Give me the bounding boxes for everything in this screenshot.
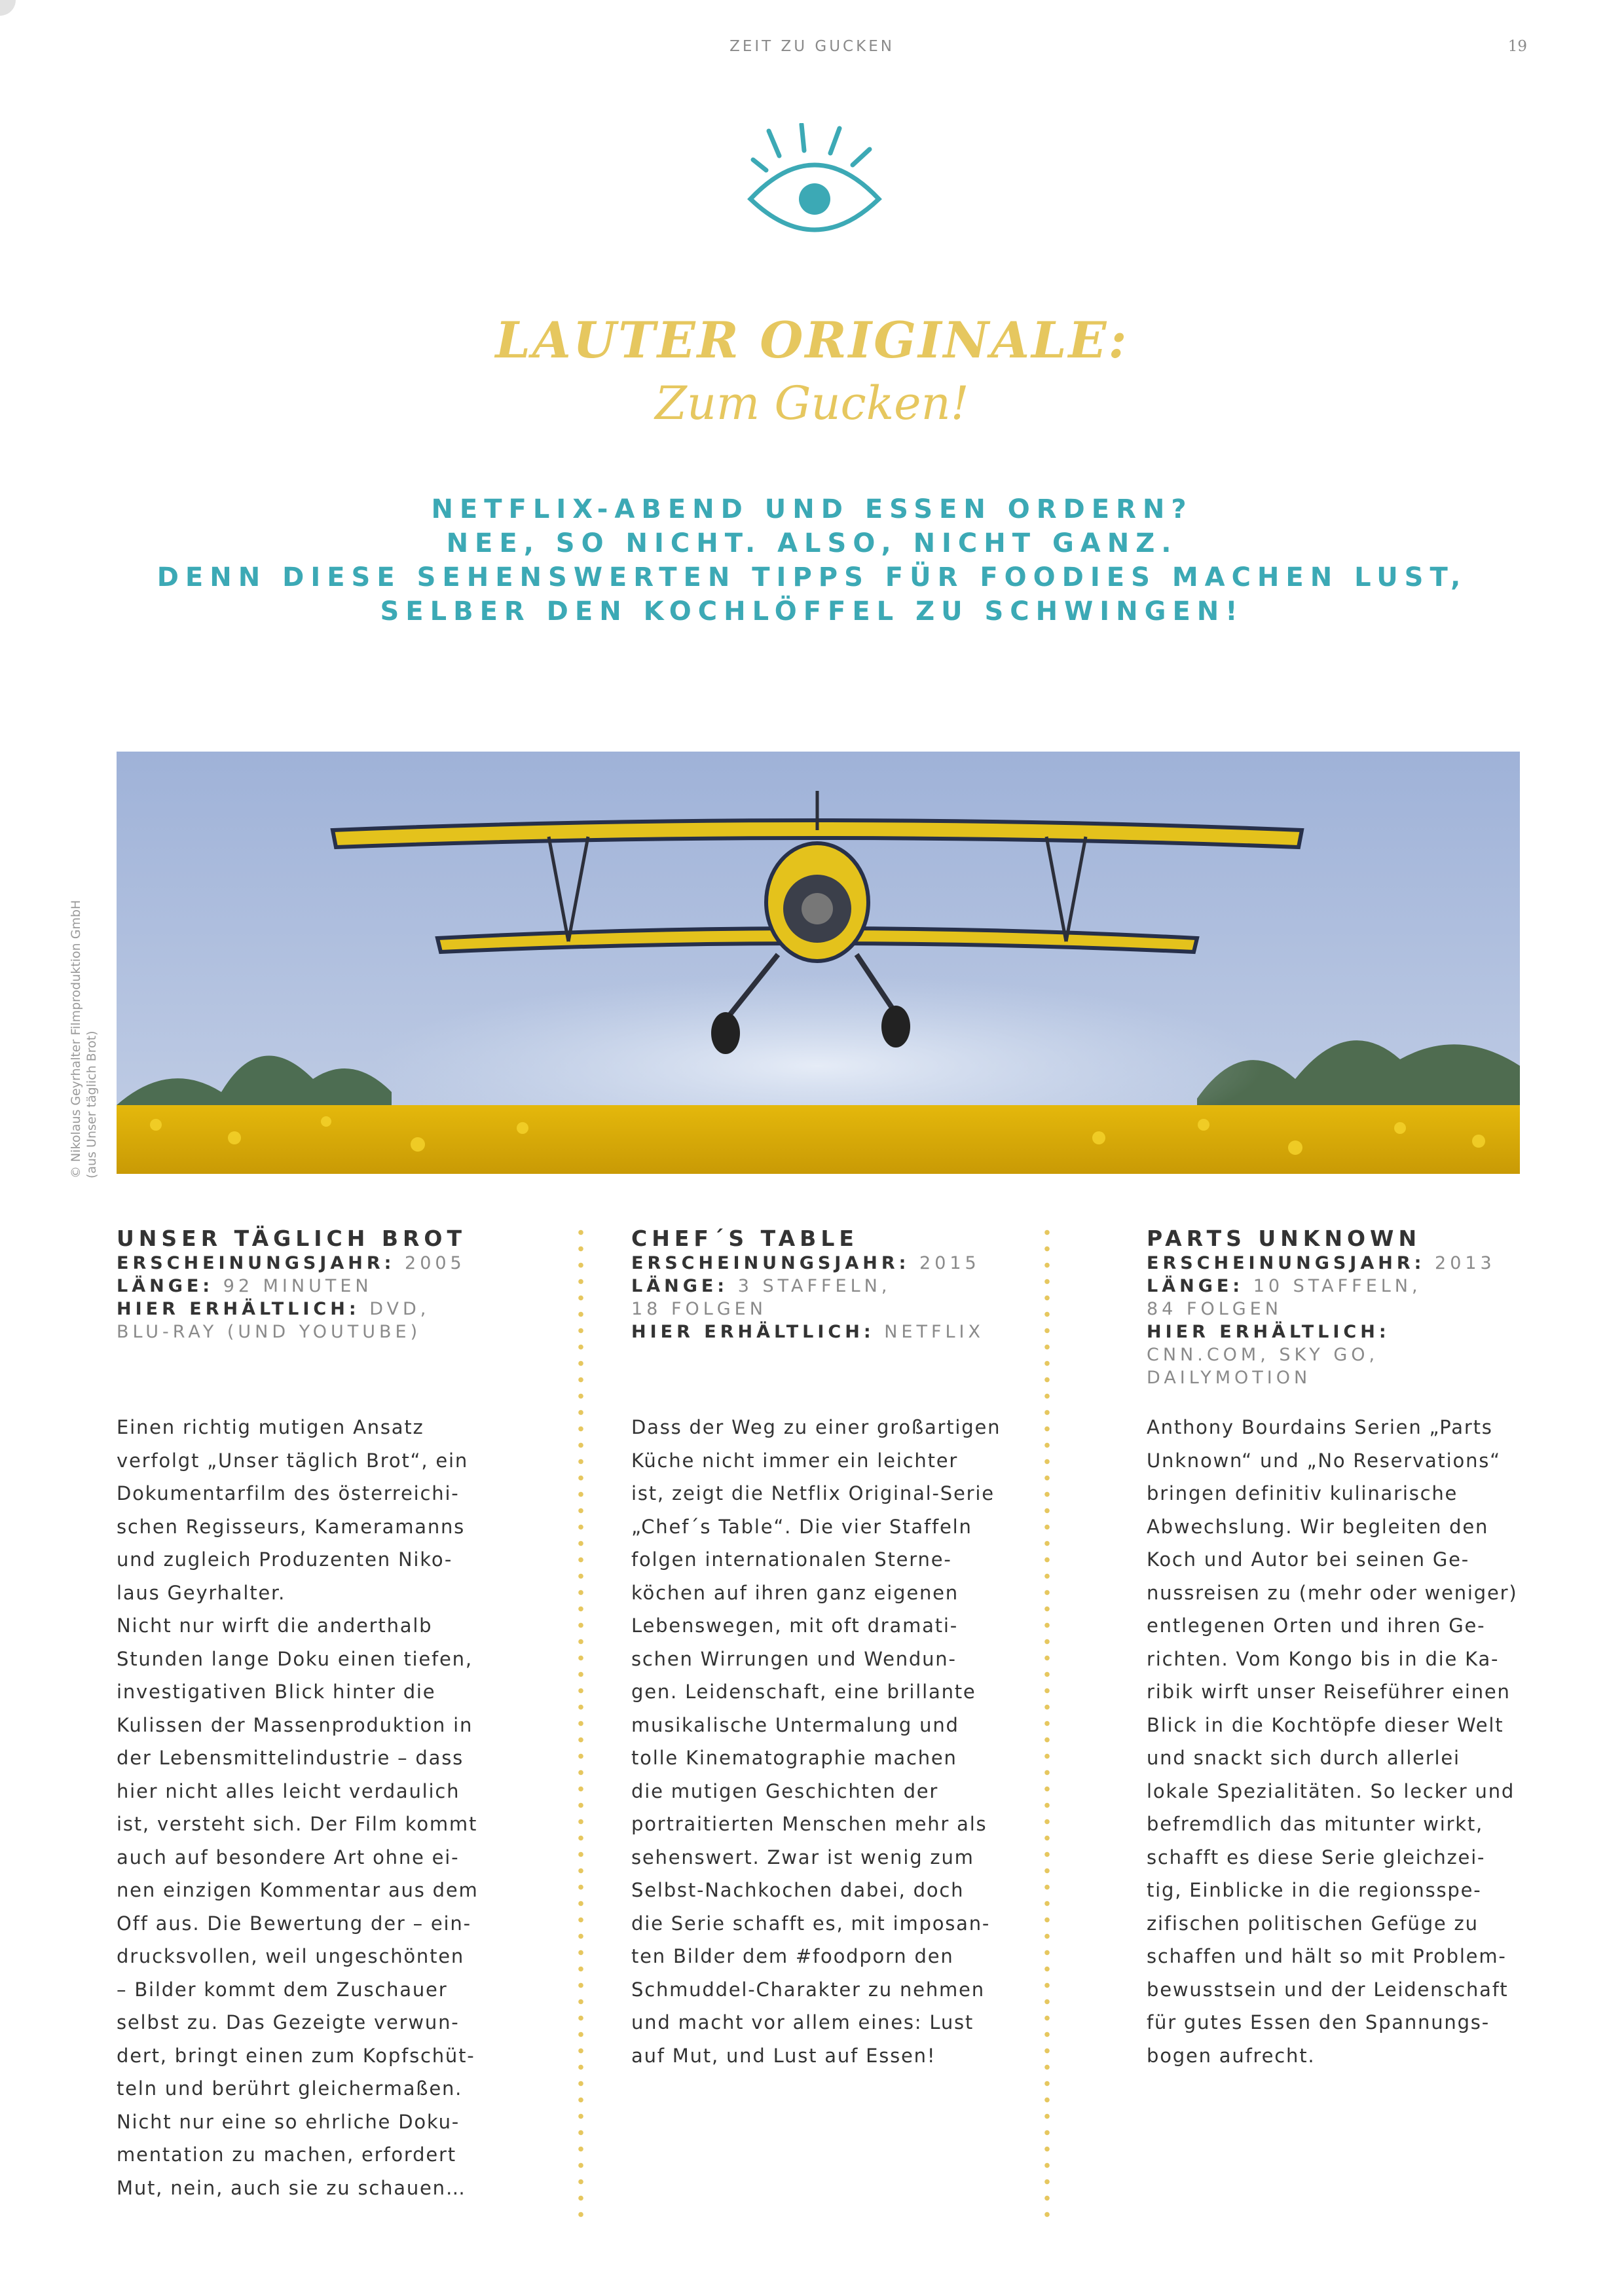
body-line: lokale Spezialitäten. So lecker und bbox=[1147, 1779, 1515, 1802]
body-line: ten Bilder dem #foodporn den bbox=[631, 1945, 954, 1967]
body-line: befremdlich das mitunter wirkt, bbox=[1147, 1813, 1484, 1835]
body-line: die Serie schafft es, mit imposan- bbox=[631, 1912, 991, 1935]
body-line: Schmuddel-Charakter zu nehmen bbox=[631, 1978, 985, 2001]
body-line: bogen aufrecht. bbox=[1147, 2044, 1316, 2067]
body-line: Abwechslung. Wir begleiten den bbox=[1147, 1515, 1489, 1538]
body-line: und zugleich Produzenten Niko- bbox=[117, 1548, 453, 1571]
body-line: hier nicht alles leicht verdaulich bbox=[117, 1779, 460, 1802]
body-line: nussreisen zu (mehr oder weniger) bbox=[1147, 1581, 1518, 1604]
meta-source bbox=[1147, 1321, 1540, 1343]
meta-value: 2013 bbox=[1425, 1253, 1496, 1273]
biplane-photo bbox=[117, 752, 1520, 1174]
intro-line: NEE, SO NICHT. ALSO, NICHT GANZ. bbox=[446, 528, 1178, 558]
body-line: richten. Vom Kongo bis in die Ka- bbox=[1147, 1647, 1500, 1670]
photo-credit bbox=[68, 900, 100, 1178]
body-line: gen. Leidenschaft, eine brillante bbox=[631, 1681, 976, 1703]
body-line: für gutes Essen den Spannungs- bbox=[1147, 2011, 1490, 2033]
meta-source-continued: CNN.COM, SKY GO, bbox=[1147, 1345, 1379, 1365]
body-line: Stunden lange Doku einen tiefen, bbox=[117, 1647, 473, 1670]
body-line: tig, Einblicke in die regionsspe- bbox=[1147, 1879, 1482, 1901]
body-line: schaffen und hält so mit Problem- bbox=[1147, 1945, 1507, 1967]
meta-value: 3 STAFFELN, bbox=[728, 1276, 891, 1296]
body-line: Anthony Bourdains Serien „Parts bbox=[1147, 1416, 1493, 1438]
body-line: folgen internationalen Sterne- bbox=[631, 1548, 952, 1571]
meta-value: NETFLIX bbox=[874, 1322, 984, 1342]
meta-value: 92 MINUTEN bbox=[213, 1276, 373, 1296]
body-line: Nicht nur wirft die anderthalb bbox=[117, 1614, 433, 1637]
body-line: verfolgt „Unser täglich Brot“, ein bbox=[117, 1449, 469, 1472]
body-line: Unknown“ und „No Reservations“ bbox=[1147, 1449, 1501, 1472]
body-line: musikalische Untermalung und bbox=[631, 1713, 959, 1736]
meta-label: ERSCHEINUNGSJAHR: bbox=[1147, 1253, 1426, 1273]
meta-year bbox=[631, 1252, 1024, 1275]
column-divider bbox=[1044, 1224, 1050, 2219]
body-line: dert, bringt einen zum Kopfschüt- bbox=[117, 2044, 475, 2067]
body-line: portraitierten Menschen mehr als bbox=[631, 1813, 987, 1835]
meta-length bbox=[117, 1275, 509, 1298]
body-line: ist, zeigt die Netflix Original-Serie bbox=[631, 1482, 995, 1504]
column-title: PARTS UNKNOWN bbox=[1147, 1226, 1422, 1251]
page-corner-marker bbox=[0, 0, 16, 16]
body-line: köchen auf ihren ganz eigenen bbox=[631, 1581, 959, 1604]
body-line: schen Regisseurs, Kameramanns bbox=[117, 1515, 466, 1538]
meta-label: HIER ERHÄLTLICH: bbox=[1147, 1322, 1390, 1342]
meta-year bbox=[1147, 1252, 1540, 1275]
body-line: bringen definitiv kulinarische bbox=[1147, 1482, 1458, 1504]
column-body bbox=[117, 1411, 509, 2204]
meta-value: 10 STAFFELN, bbox=[1244, 1276, 1422, 1296]
article-column-unser-taeglich-brot bbox=[117, 1226, 509, 1343]
meta-length-continued: 84 FOLGEN bbox=[1147, 1299, 1282, 1319]
body-line: Koch und Autor bei seinen Ge- bbox=[1147, 1548, 1470, 1571]
body-line: selbst zu. Das Gezeigte verwun- bbox=[117, 2011, 460, 2033]
meta-value: 2005 bbox=[395, 1253, 466, 1273]
body-line: laus Geyrhalter. bbox=[117, 1581, 286, 1604]
meta-label: ERSCHEINUNGSJAHR: bbox=[631, 1253, 910, 1273]
body-line: entlegenen Orten und ihren Ge- bbox=[1147, 1614, 1486, 1637]
meta-value: DVD, bbox=[360, 1299, 430, 1319]
meta-label: LÄNGE: bbox=[117, 1276, 214, 1296]
body-line: und macht vor allem eines: Lust bbox=[631, 2011, 974, 2033]
article-column-chefs-table bbox=[631, 1226, 1024, 1343]
meta-label: LÄNGE: bbox=[1147, 1276, 1244, 1296]
intro-line: NETFLIX-ABEND UND ESSEN ORDERN? bbox=[431, 494, 1193, 524]
body-line: Selbst-Nachkochen dabei, doch bbox=[631, 1879, 965, 1901]
article-column-parts-unknown bbox=[1147, 1226, 1540, 1389]
intro-line: DENN DIESE SEHENSWERTEN TIPPS FÜR FOODIES MACHEN LUST, bbox=[157, 562, 1467, 592]
meta-value: 2015 bbox=[910, 1253, 980, 1273]
body-line: nen einzigen Kommentar aus dem bbox=[117, 1879, 479, 1901]
photo-credit-line: (aus Unser täglich Brot) bbox=[84, 1030, 99, 1178]
column-body bbox=[631, 1411, 1024, 2072]
body-line: bewusstsein und der Leidenschaft bbox=[1147, 1978, 1509, 2001]
body-line: „Chef´s Table“. Die vier Staffeln bbox=[631, 1515, 972, 1538]
meta-source bbox=[631, 1321, 1024, 1343]
body-line: Blick in die Kochtöpfe dieser Welt bbox=[1147, 1713, 1504, 1736]
body-line: Lebenswegen, mit oft dramati- bbox=[631, 1614, 958, 1637]
column-divider bbox=[578, 1224, 583, 2219]
running-head: ZEIT ZU GUCKEN bbox=[729, 38, 895, 55]
body-line: sehenswert. Zwar ist wenig zum bbox=[631, 1846, 974, 1868]
body-line: die mutigen Geschichten der bbox=[631, 1779, 939, 1802]
body-line: Kulissen der Massenproduktion in bbox=[117, 1713, 473, 1736]
body-line: Mut, nein, auch sie zu schauen… bbox=[117, 2176, 466, 2199]
intro-text bbox=[0, 492, 1624, 629]
meta-length bbox=[1147, 1275, 1540, 1298]
meta-label: HIER ERHÄLTLICH: bbox=[117, 1299, 360, 1319]
column-body bbox=[1147, 1411, 1540, 2072]
body-line: – Bilder kommt dem Zuschauer bbox=[117, 1978, 448, 2001]
photo-credit-line: © Nikolaus Geyrhalter Filmproduktion GmbH bbox=[69, 900, 83, 1178]
headline-line-2: Zum Gucken! bbox=[655, 376, 969, 430]
body-line: zifischen politischen Gefüge zu bbox=[1147, 1912, 1479, 1935]
eye-icon bbox=[741, 123, 888, 247]
headline-line-1: LAUTER ORIGINALE: bbox=[495, 311, 1129, 369]
body-line: Off aus. Die Bewertung der – ein- bbox=[117, 1912, 471, 1935]
body-line: schafft es diese Serie gleichzei- bbox=[1147, 1846, 1486, 1868]
body-line: auf Mut, und Lust auf Essen! bbox=[631, 2044, 936, 2067]
intro-line: SELBER DEN KOCHLÖFFEL ZU SCHWINGEN! bbox=[380, 596, 1244, 627]
body-line: Dass der Weg zu einer großartigen bbox=[631, 1416, 1001, 1438]
meta-length bbox=[631, 1275, 1024, 1298]
body-line: auch auf besondere Art ohne ei- bbox=[117, 1846, 460, 1868]
body-line: Einen richtig mutigen Ansatz bbox=[117, 1416, 424, 1438]
page-number: 19 bbox=[1507, 38, 1527, 55]
body-line: ribik wirft unser Reiseführer einen bbox=[1147, 1681, 1511, 1703]
meta-year bbox=[117, 1252, 509, 1275]
column-title: CHEF´S TABLE bbox=[631, 1226, 858, 1251]
body-line: teln und berührt gleichermaßen. bbox=[117, 2077, 463, 2100]
meta-length-continued: 18 FOLGEN bbox=[631, 1299, 767, 1319]
meta-source-continued: DAILYMOTION bbox=[1147, 1368, 1312, 1388]
body-line: Küche nicht immer ein leichter bbox=[631, 1449, 959, 1472]
meta-source-continued: BLU-RAY (UND YOUTUBE) bbox=[117, 1322, 422, 1342]
body-line: tolle Kinematographie machen bbox=[631, 1747, 957, 1769]
body-line: mentation zu machen, erfordert bbox=[117, 2143, 456, 2166]
body-line: ist, versteht sich. Der Film kommt bbox=[117, 1813, 478, 1835]
body-line: Nicht nur eine so ehrliche Doku- bbox=[117, 2110, 460, 2133]
body-line: schen Wirrungen und Wendun- bbox=[631, 1647, 957, 1670]
meta-label: HIER ERHÄLTLICH: bbox=[631, 1322, 875, 1342]
meta-source bbox=[117, 1298, 509, 1321]
body-line: Dokumentarfilm des österreichi- bbox=[117, 1482, 460, 1504]
column-title: UNSER TÄGLICH BROT bbox=[117, 1226, 466, 1251]
meta-label: ERSCHEINUNGSJAHR: bbox=[117, 1253, 396, 1273]
body-line: investigativen Blick hinter die bbox=[117, 1681, 436, 1703]
body-line: drucksvollen, weil ungeschönten bbox=[117, 1945, 465, 1967]
body-line: der Lebensmittelindustrie – dass bbox=[117, 1747, 464, 1769]
meta-label: LÄNGE: bbox=[631, 1276, 729, 1296]
body-line: und snackt sich durch allerlei bbox=[1147, 1747, 1460, 1769]
